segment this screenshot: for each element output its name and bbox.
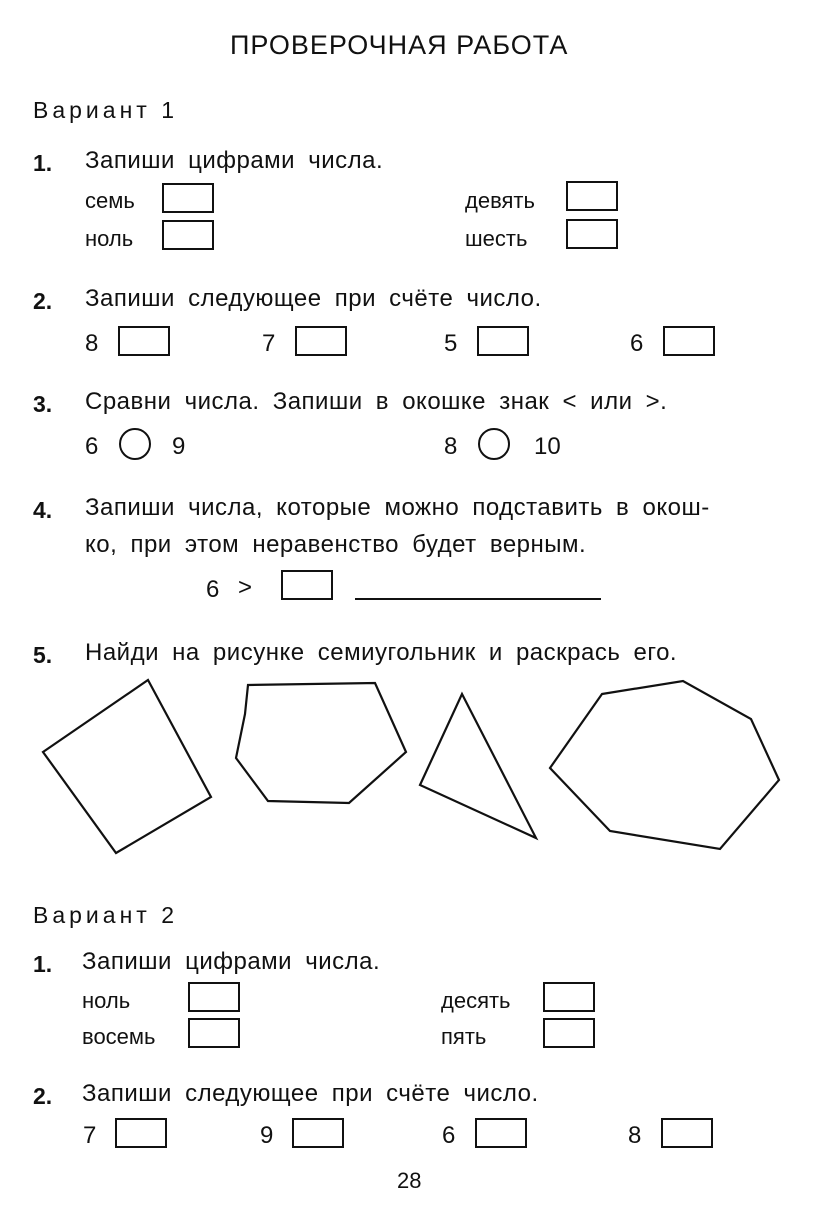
number-word: восемь: [82, 1024, 156, 1049]
task-number: 1.: [33, 150, 53, 176]
page-title: ПРОВЕРОЧНАЯ РАБОТА: [230, 30, 569, 60]
pentagon-shape[interactable]: [236, 683, 406, 803]
number-word: семь: [85, 188, 135, 213]
compare-number: 10: [534, 433, 561, 460]
number-word: шесть: [465, 226, 528, 251]
number-word: девять: [465, 188, 535, 213]
task-text: Запиши следующее при счёте число.: [85, 285, 542, 312]
task-text: Найди на рисунке семиугольник и раскрась его.: [85, 639, 678, 666]
sequence-number: 5: [444, 330, 458, 357]
answer-box[interactable]: [543, 982, 595, 1012]
heptagon-shape[interactable]: [550, 681, 779, 849]
sequence-number: 7: [262, 330, 276, 357]
answer-box[interactable]: [292, 1118, 344, 1148]
task-number: 3.: [33, 391, 53, 417]
number-word: ноль: [82, 988, 131, 1013]
compare-number: 8: [444, 433, 458, 460]
answer-box[interactable]: [188, 982, 240, 1012]
task-text: Запиши следующее при счёте число.: [82, 1080, 539, 1107]
task-number: 2.: [33, 1083, 53, 1109]
sequence-number: 9: [260, 1122, 274, 1149]
answer-box[interactable]: [543, 1018, 595, 1048]
answer-box[interactable]: [115, 1118, 167, 1148]
task-text: Запиши числа, которые можно подставить в окош-: [85, 494, 710, 521]
task-number: 5.: [33, 642, 53, 668]
compare-number: 9: [172, 433, 186, 460]
sequence-number: 6: [630, 330, 644, 357]
answer-box[interactable]: [661, 1118, 713, 1148]
task-number: 2.: [33, 288, 53, 314]
answer-box[interactable]: [475, 1118, 527, 1148]
task-text: Сравни числа. Запиши в окошке знак < или >.: [85, 388, 668, 415]
triangle-shape[interactable]: [420, 694, 536, 838]
sequence-number: 6: [442, 1122, 456, 1149]
number-word: десять: [441, 988, 511, 1013]
page-number: 28: [397, 1168, 422, 1193]
task-number: 1.: [33, 951, 53, 977]
task-text: ко, при этом неравенство будет верным.: [85, 531, 587, 558]
variant-1-label: Вариант 1: [33, 97, 178, 123]
task-text: Запиши цифрами числа.: [82, 948, 381, 975]
sequence-number: 7: [83, 1122, 97, 1149]
inequality-sign: >: [238, 574, 253, 601]
number-word: ноль: [85, 226, 134, 251]
inequality-left: 6: [206, 576, 220, 603]
sequence-number: 8: [85, 330, 99, 357]
task-number: 4.: [33, 497, 53, 523]
variant-2-label: Вариант 2: [33, 902, 178, 928]
quadrilateral-shape[interactable]: [43, 680, 211, 853]
task-text: Запиши цифрами числа.: [85, 147, 384, 174]
number-word: пять: [441, 1024, 487, 1049]
sequence-number: 8: [628, 1122, 642, 1149]
answer-box[interactable]: [188, 1018, 240, 1048]
compare-number: 6: [85, 433, 99, 460]
